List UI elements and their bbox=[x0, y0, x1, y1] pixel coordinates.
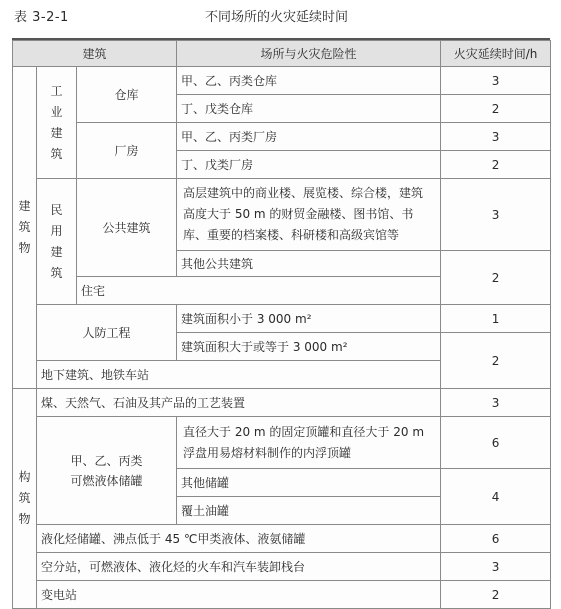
row-text: 甲、乙、丙类仓库 bbox=[177, 67, 441, 95]
row-text: 丁、戊类仓库 bbox=[177, 95, 441, 123]
row-value: 6 bbox=[441, 525, 551, 553]
table-row bbox=[13, 581, 551, 609]
fire-duration-table bbox=[12, 40, 551, 609]
label-residential: 住宅 bbox=[77, 277, 441, 305]
table-row bbox=[13, 305, 551, 333]
row-value: 2 bbox=[441, 333, 551, 389]
row-value: 3 bbox=[441, 389, 551, 417]
table-row bbox=[13, 525, 551, 553]
table-row bbox=[13, 123, 551, 151]
row-text: 煤、天然气、石油及其产品的工艺装置 bbox=[37, 389, 441, 417]
row-value: 3 bbox=[441, 123, 551, 151]
label-buildings: 建 筑 物 bbox=[13, 67, 37, 389]
row-text: 高层建筑中的商业楼、展览楼、综合楼，建筑高度大于 50 m 的财贸金融楼、图书馆、书库、重要的档案楼、科研楼和高级宾馆等 bbox=[177, 179, 441, 251]
row-text: 其他储罐 bbox=[177, 469, 441, 497]
header-row bbox=[13, 41, 551, 67]
label-civil-defense: 人防工程 bbox=[37, 305, 177, 361]
row-text: 空分站，可燃液体、液化烃的火车和汽车装卸栈台 bbox=[37, 553, 441, 581]
row-text: 建筑面积大于或等于 3 000 m² bbox=[177, 333, 441, 361]
header-duration: 火灾延续时间/h bbox=[441, 41, 551, 67]
row-value: 1 bbox=[441, 305, 551, 333]
row-text: 直径大于 20 m 的固定顶罐和直径大于 20 m 浮盘用易熔材料制作的内浮顶罐 bbox=[177, 417, 441, 469]
row-text: 变电站 bbox=[37, 581, 441, 609]
label-industrial: 工 业 建 筑 bbox=[37, 67, 77, 179]
table-title: 不同场所的火灾延续时间 bbox=[205, 10, 349, 25]
header-place: 场所与火灾危险性 bbox=[177, 41, 441, 67]
label-civil: 民 用 建 筑 bbox=[37, 179, 77, 305]
row-value: 6 bbox=[441, 417, 551, 469]
row-value: 4 bbox=[441, 469, 551, 525]
label-structures: 构 筑 物 bbox=[13, 389, 37, 609]
table-row bbox=[13, 417, 551, 469]
table-row bbox=[13, 553, 551, 581]
row-value: 2 bbox=[441, 251, 551, 305]
header-building: 建筑 bbox=[13, 41, 177, 67]
table-number: 表 3-2-1 bbox=[14, 10, 69, 25]
row-value: 2 bbox=[441, 581, 551, 609]
row-value: 2 bbox=[441, 95, 551, 123]
row-text: 覆土油罐 bbox=[177, 497, 441, 525]
table-row bbox=[13, 389, 551, 417]
row-value: 2 bbox=[441, 151, 551, 179]
label-public: 公共建筑 bbox=[77, 179, 177, 277]
label-underground: 地下建筑、地铁车站 bbox=[37, 361, 441, 389]
label-tanks: 甲、乙、丙类 可燃液体储罐 bbox=[37, 417, 177, 525]
table-row bbox=[13, 67, 551, 95]
row-text: 建筑面积小于 3 000 m² bbox=[177, 305, 441, 333]
row-value: 3 bbox=[441, 179, 551, 251]
row-value: 3 bbox=[441, 553, 551, 581]
row-text: 其他公共建筑 bbox=[177, 251, 441, 277]
label-workshop: 厂房 bbox=[77, 123, 177, 179]
label-warehouse: 仓库 bbox=[77, 67, 177, 123]
row-text: 液化烃储罐、沸点低于 45 ℃甲类液体、液氨储罐 bbox=[37, 525, 441, 553]
row-value: 3 bbox=[441, 67, 551, 95]
row-text: 丁、戊类厂房 bbox=[177, 151, 441, 179]
table-row bbox=[13, 179, 551, 251]
row-text: 甲、乙、丙类厂房 bbox=[177, 123, 441, 151]
